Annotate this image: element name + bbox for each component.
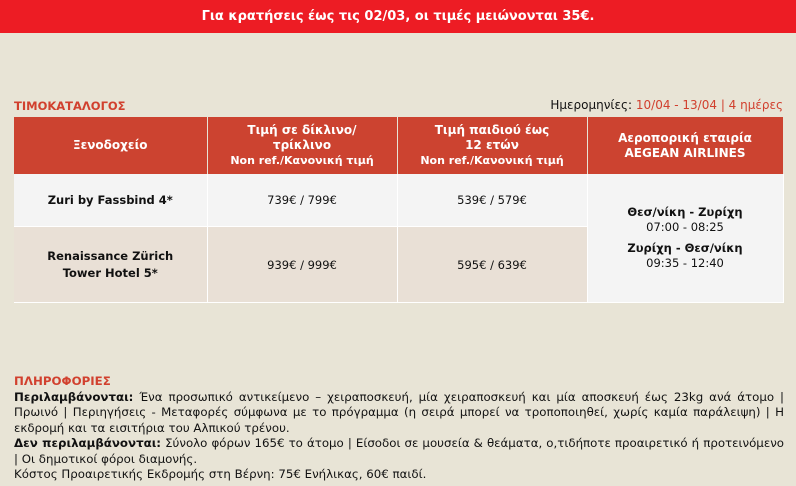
double-price: 739€ / 799€ (207, 174, 397, 227)
child-price: 595€ / 639€ (397, 227, 587, 303)
flight-return: Ζυρίχη - Θεσ/νίκη 09:35 - 12:40 (627, 241, 743, 270)
flight-schedule (587, 174, 783, 303)
promo-banner (0, 0, 796, 33)
price-table (14, 117, 784, 303)
hotel-name: Zuri by Fassbind 4* (14, 174, 207, 227)
flight-outbound: Θεσ/νίκη - Ζυρίχη 07:00 - 08:25 (627, 205, 743, 234)
pricelist-title: ΤΙΜΟΚΑΤΑΛΟΓΟΣ (14, 99, 126, 113)
table-row (14, 174, 783, 227)
header-hotel: Ξενοδοχείο (14, 117, 207, 174)
table-header-row (14, 117, 783, 174)
excluded-paragraph: Δεν περιλαμβάνονται: Σύνολο φόρων 165€ το άτομο | Είσοδοι σε μουσεία & θεάματα, ο,τιδήποτε προαιρετικό ή προτεινόμενο | Οι δημοτικοί φόροι διαμονής. (14, 436, 784, 466)
info-section (14, 374, 784, 483)
header-double-price: Τιμή σε δίκλινο/ τρίκλινο Non ref./Κανονική τιμή (207, 117, 397, 174)
header-child-price: Τιμή παιδιού έως 12 ετών Non ref./Κανονική τιμή (397, 117, 587, 174)
optional-excursion-cost: Κόστος Προαιρετικής Εκδρομής στη Βέρνη: 75€ Ενήλικας, 60€ παιδί. (14, 467, 427, 481)
included-paragraph: Περιλαμβάνονται: Ένα προσωπικό αντικείμενο – χειραποσκευή, μία χειραποσκευή και μία αποσκευή έως 23kg ανά άτομο | Πρωινό | Περιηγήσεις - Μεταφορές σύμφωνα με το πρόγραμμα (η σειρά μπορεί να τροποποιηθεί, χωρίς καμία παράλειψη) | Η εκδρομή και τα εισιτήρια του Αλπικού τρένου. (14, 389, 784, 435)
dates-label: Ημερομηνίες: (550, 98, 636, 112)
info-title: ΠΛΗΡΟΦΟΡΙΕΣ (14, 374, 111, 388)
hotel-name: Renaissance Zürich Tower Hotel 5* (14, 227, 207, 303)
promo-text: Για κρατήσεις έως τις 02/03, οι τιμές μειώνονται 35€. (201, 9, 595, 24)
header-airline: Αεροπορική εταιρία AEGEAN AIRLINES (587, 117, 783, 174)
dates-value: 10/04 - 13/04 | 4 ημέρες (635, 98, 783, 112)
double-price: 939€ / 999€ (207, 227, 397, 303)
trip-dates (550, 98, 783, 112)
child-price: 539€ / 579€ (397, 174, 587, 227)
